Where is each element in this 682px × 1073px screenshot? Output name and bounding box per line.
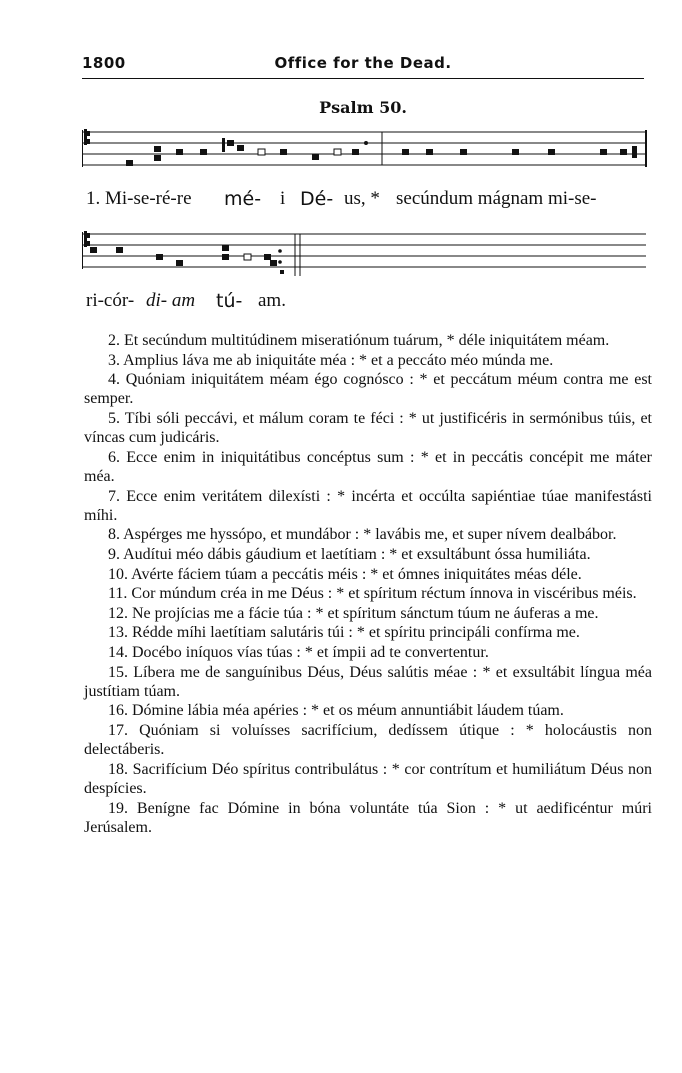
running-title: Office for the Dead.	[274, 54, 452, 72]
verse: 12. Ne projícias me a fácie túa : * et spíritum sánctum túum ne áuferas a me.	[108, 604, 599, 622]
page-number: 1800	[82, 54, 126, 72]
chant-staff-1	[82, 124, 648, 180]
verse: 17. Quóniam si voluísses sacrifícium, dedíssem útique : * holocáustis non delectáberis.	[84, 721, 652, 759]
page-header	[82, 50, 644, 80]
syllable: tú-	[216, 290, 243, 312]
syllable: us, *	[344, 188, 380, 209]
verse: 15. Líbera me de sanguínibus Déus, Déus salútis méae : * et exsultábit língua méa justítiam túam.	[84, 663, 652, 700]
verse: 16. Dómine lábia méa apéries : * et os méum annuntiábit láudem túam.	[108, 702, 564, 720]
verse: 5. Tíbi sóli peccávi, et málum coram te féci : * ut justificéris in sermónibus túis, et víncas cum judicáris.	[84, 409, 652, 447]
verse: 6. Ecce enim in iniquitátibus concéptus sum : * et in peccátis concépit me máter méa.	[84, 448, 652, 485]
verse: 10. Avérte fáciem túam a peccátis méis : * et ómnes iniquitátes méas déle.	[108, 565, 582, 583]
chant-staff-2	[82, 226, 648, 282]
header-rule	[82, 78, 644, 79]
verse: 18. Sacrifícium Déo spíritus contribulátus : * cor contrítum et humiliátum Déus non despícies.	[84, 760, 652, 797]
syllable: di- am	[146, 290, 196, 311]
syllable: ri-cór-	[86, 290, 135, 311]
verse: 11. Cor múndum créa in me Déus : * et spíritum réctum ínnova in viscéribus méis.	[108, 585, 637, 603]
syllable: Dé-	[300, 188, 334, 210]
verse: 7. Ecce enim veritátem dilexísti : * incérta et occúlta sapiéntiae túae manifestásti míhi.	[84, 487, 652, 524]
syllable: mé-	[224, 188, 262, 210]
syllable: am.	[258, 290, 286, 311]
verse: 19. Benígne fac Dómine in bóna voluntáte túa Sion : * ut aedificéntur múri Jerúsalem.	[84, 799, 652, 836]
syllable: secúndum mágnam mi-se-	[396, 188, 597, 209]
chant-lyrics-1	[82, 188, 648, 214]
psalm-title: Psalm 50.	[319, 98, 407, 117]
verse: 14. Docébo iníquos vías túas : * et ímpii ad te convertentur.	[108, 643, 489, 661]
verse: 3. Amplius láva me ab iniquitáte méa : * et a peccáto méo múnda me.	[108, 351, 554, 369]
verse: 9. Audítui méo dábis gáudium et laetítiam : * et exsultábunt óssa humiliáta.	[108, 545, 591, 563]
verse: 2. Et secúndum multitúdinem miseratiónum tuárum, * déle iniquitátem méam.	[108, 332, 610, 349]
psalm-verses	[84, 331, 652, 837]
syllable: 1. Mi-se-ré-re	[86, 188, 192, 209]
chant-lyrics-2	[82, 290, 648, 316]
verse: 4. Quóniam iniquitátem méam égo cognósco : * et peccátum méum contra me est semper.	[84, 371, 652, 408]
verse: 13. Rédde míhi laetítiam salutáris túi : * et spíritu principáli confírma me.	[108, 624, 580, 642]
verse: 8. Aspérges me hyssópo, et mundábor : * lavábis me, et super nívem dealbábor.	[108, 526, 617, 544]
syllable: i	[280, 188, 286, 209]
